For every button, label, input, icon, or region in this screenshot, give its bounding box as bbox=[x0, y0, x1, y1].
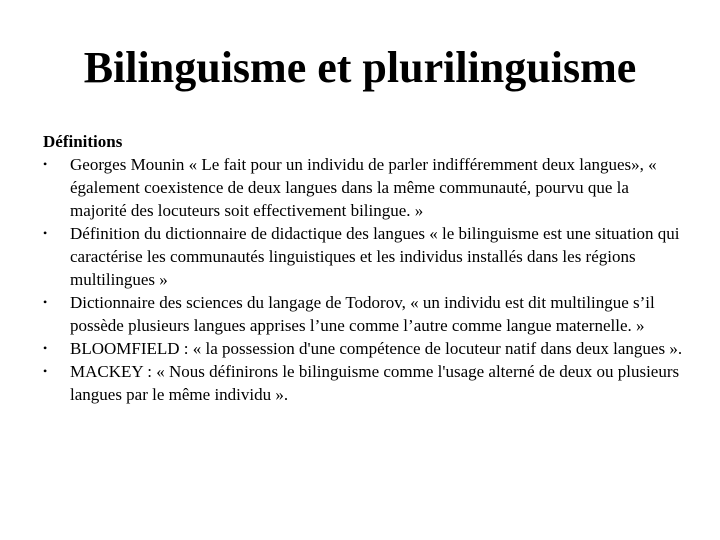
bullet-icon: • bbox=[43, 364, 48, 378]
bullet-icon: • bbox=[43, 295, 48, 309]
slide-title: Bilinguisme et plurilinguisme bbox=[83, 43, 637, 92]
bullet-icon: • bbox=[43, 157, 48, 171]
list-item bbox=[43, 337, 683, 360]
section-heading: Définitions bbox=[43, 132, 123, 151]
bullet-icon: • bbox=[43, 341, 48, 355]
list-item-text: Georges Mounin « Le fait pour un individu de parler indifféremment deux langues», « également coexistence de deux langues dans la même communauté, pourvu que la majorité des locuteurs soit effectivement bilingue. » bbox=[70, 155, 657, 220]
bullet-icon: • bbox=[43, 226, 48, 240]
list-item bbox=[43, 360, 683, 406]
list-item-text: Définition du dictionnaire de didactique des langues « le bilinguisme est une situation qui caractérise les communautés linguistiques et les individus installés dans les régions multilingues » bbox=[70, 224, 680, 289]
slide-body bbox=[43, 130, 683, 406]
list-item bbox=[43, 291, 683, 337]
list-item-text: MACKEY : « Nous définirons le bilinguisme comme l'usage alterné de deux ou plusieurs langues par le même individu ». bbox=[70, 362, 680, 404]
list-item bbox=[43, 153, 683, 222]
definition-list bbox=[43, 153, 683, 406]
list-item-text: BLOOMFIELD : « la possession d'une compétence de locuteur natif dans deux langues ». bbox=[70, 339, 683, 358]
list-item-text: Dictionnaire des sciences du langage de Todorov, « un individu est dit multilingue s’il possède plusieurs langues apprises l’une comme l’autre comme langue maternelle. » bbox=[70, 293, 655, 335]
list-item bbox=[43, 222, 683, 291]
